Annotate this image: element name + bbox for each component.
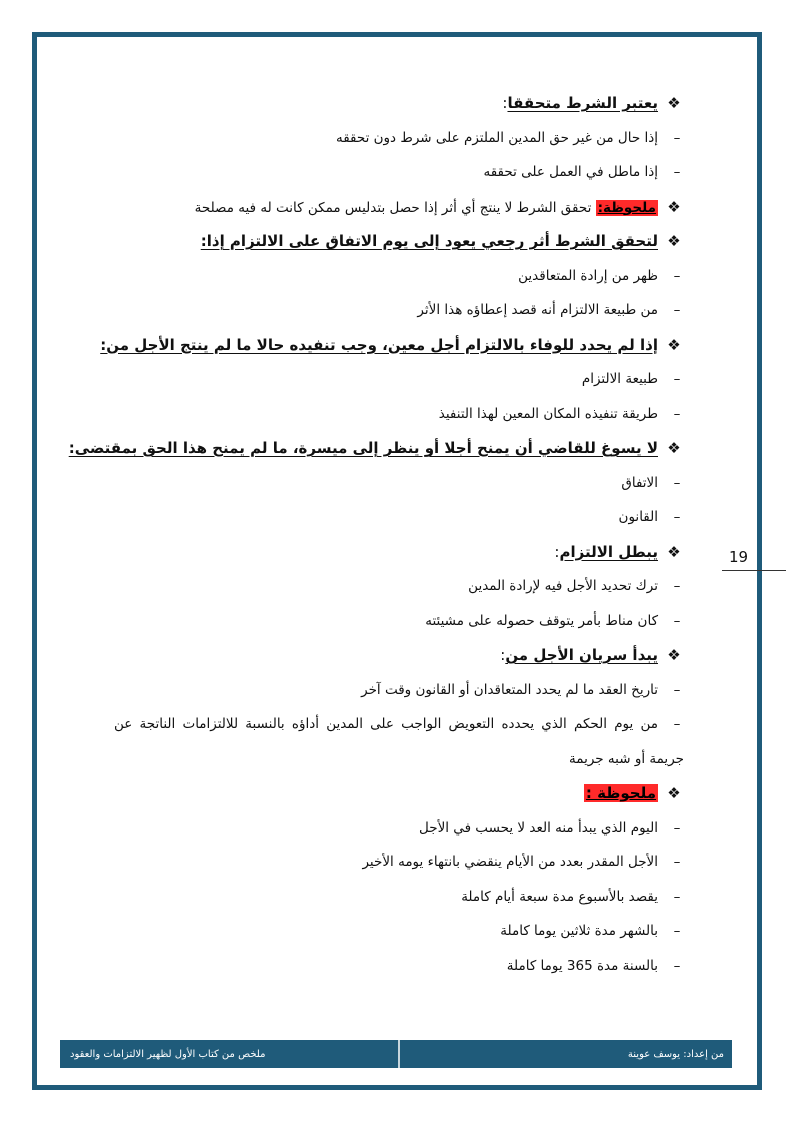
dash-bullet-icon: –	[673, 129, 681, 146]
list-item: –من طبيعة الالتزام أنه قصد إعطاؤه هذا الأثر	[114, 293, 684, 328]
page-number: 19	[729, 548, 749, 566]
section-heading: ❖يبطل الالتزام:	[114, 535, 684, 570]
dash-bullet-icon: –	[673, 854, 681, 870]
dash-bullet-icon: –	[673, 957, 681, 974]
list-item: –يقصد بالأسبوع مدة سبعة أيام كاملة	[114, 880, 684, 915]
list-item: –الاتفاق	[114, 466, 684, 501]
footer-author: من إعداد: يوسف عوينة	[627, 1049, 724, 1060]
document-body	[68, 86, 684, 983]
dash-bullet-icon: –	[673, 302, 681, 318]
dash-bullet-icon: –	[673, 716, 681, 732]
diamond-bullet-icon: ❖	[667, 784, 681, 802]
list-item: –الأجل المقدر بعدد من الأيام ينقضي بانتهاء يومه الأخير	[114, 845, 684, 880]
note-heading	[114, 776, 684, 811]
section-heading: ❖يبدأ سريان الأجل من:	[114, 638, 684, 673]
page-number-rule	[722, 570, 786, 571]
note-line: ❖ملحوظة: تحقق الشرط لا ينتج أي أثر إذا حصل بتدليس ممكن كانت له فيه مصلحة	[114, 190, 684, 225]
dash-bullet-icon: –	[673, 923, 681, 939]
list-item: –ظهر من إرادة المتعاقدين	[114, 259, 684, 294]
list-item: –تاريخ العقد ما لم يحدد المتعاقدان أو القانون وقت آخر	[114, 673, 684, 708]
note-label: ملحوظة :	[585, 784, 656, 802]
diamond-bullet-icon: ❖	[667, 94, 681, 112]
list-item: –القانون	[114, 500, 684, 535]
footer-book-title: ملخص من كتاب الأول لظهير الالتزامات والعقود	[70, 1049, 266, 1060]
diamond-bullet-icon: ❖	[667, 335, 681, 354]
footer-bar	[60, 1040, 732, 1068]
dash-bullet-icon: –	[673, 888, 681, 905]
dash-bullet-icon: –	[673, 681, 681, 698]
footer-divider	[398, 1040, 400, 1068]
list-item: –كان مناط بأمر يتوقف حصوله على مشيئته	[114, 604, 684, 639]
list-item: –من يوم الحكم الذي يحدده التعويض الواجب على المدين أداؤه بالنسبة للالتزامات الناتجة عن جريمة أو شبه جريمة	[114, 707, 684, 776]
list-item: –ترك تحديد الأجل فيه لإرادة المدين	[114, 569, 684, 604]
dash-bullet-icon: –	[673, 474, 681, 491]
diamond-bullet-icon: ❖	[667, 439, 681, 457]
diamond-bullet-icon: ❖	[667, 542, 681, 561]
section-heading: ❖يعتبر الشرط متحققا:	[114, 86, 684, 121]
section-heading: ❖لتحقق الشرط أثر رجعي يعود إلى يوم الاتفاق على الالتزام إذا:	[114, 224, 684, 259]
list-item: –طبيعة الالتزام	[114, 362, 684, 397]
diamond-bullet-icon: ❖	[667, 232, 681, 250]
list-item: –بالشهر مدة ثلاثين يوما كاملة	[114, 914, 684, 949]
dash-bullet-icon: –	[673, 405, 681, 422]
list-item: –بالسنة مدة 365 يوما كاملة	[114, 949, 684, 984]
dash-bullet-icon: –	[673, 164, 681, 180]
section-heading: ❖لا يسوغ للقاضي أن يمنح أجلا أو ينظر إلى ميسرة، ما لم يمنح هذا الحق بمقتضى:	[114, 431, 684, 466]
list-item: –اليوم الذي يبدأ منه العد لا يحسب في الأجل	[114, 811, 684, 846]
list-item: –طريقة تنفيذه المكان المعين لهذا التنفيذ	[114, 397, 684, 432]
list-item: –إذا ماطل في العمل على تحققه	[114, 155, 684, 190]
dash-bullet-icon: –	[673, 371, 681, 387]
note-label: ملحوظة:	[597, 199, 656, 216]
dash-bullet-icon: –	[673, 612, 681, 629]
dash-bullet-icon: –	[673, 267, 681, 284]
dash-bullet-icon: –	[673, 509, 681, 525]
dash-bullet-icon: –	[673, 578, 681, 594]
section-heading: ❖إذا لم يحدد للوفاء بالالتزام أجل معين، وجب تنفيده حالا ما لم ينتج الأجل من:	[114, 328, 684, 363]
diamond-bullet-icon: ❖	[667, 646, 681, 664]
list-item: –إذا حال من غير حق المدين الملتزم على شرط دون تحققه	[114, 121, 684, 156]
diamond-bullet-icon: ❖	[667, 197, 681, 216]
dash-bullet-icon: –	[673, 819, 681, 836]
